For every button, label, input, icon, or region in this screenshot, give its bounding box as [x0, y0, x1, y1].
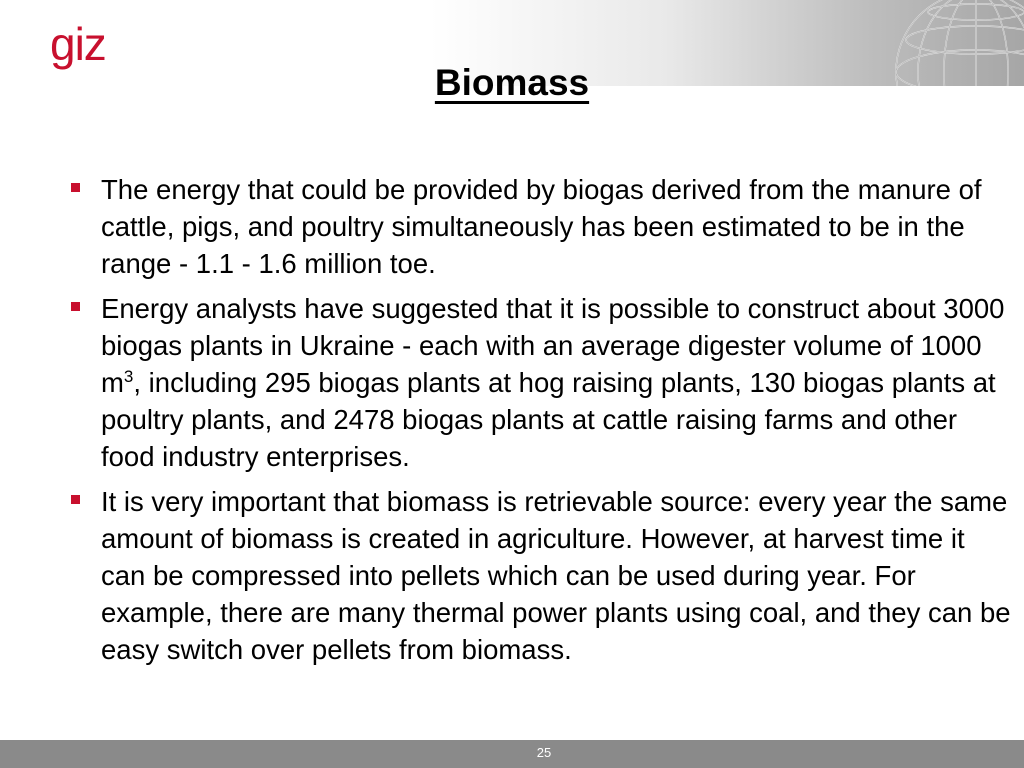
bullet-list — [66, 171, 1016, 676]
superscript: 3 — [123, 367, 134, 386]
bullet-item — [66, 290, 1016, 475]
page-number: 25 — [536, 745, 552, 760]
bullet-text: The energy that could be provided by biogas derived from the manure of cattle, pigs, and poultry simultaneously has been estimated to be in the range - 1.1 - 1.6 million toe. — [101, 174, 982, 279]
square-bullet-icon — [71, 183, 80, 192]
bullet-text-part: Energy analysts have suggested that it is possible to construct about 3000 biogas plants in Ukraine - each with an average digester volume of 1000 m — [101, 293, 1005, 398]
bullet-text-part: , including 295 biogas plants at hog raising plants, 130 biogas plants at poultry plants, and 2478 biogas plants at cattle raising farms and other food industry enterprises. — [101, 367, 996, 472]
slide-title: Biomass — [434, 62, 590, 103]
square-bullet-icon — [71, 495, 80, 504]
bullet-text — [101, 293, 1004, 472]
square-bullet-icon — [71, 302, 80, 311]
footer-bar — [0, 740, 1024, 768]
bullet-text: It is very important that biomass is retrievable source: every year the same amount of biomass is created in agriculture. However, at harvest time it can be compressed into pellets which can be used during year. For example, there are many thermal power plants using coal, and they can be easy switch over pellets from biomass. — [101, 486, 1011, 665]
bullet-item — [66, 483, 1016, 668]
bullet-item — [66, 171, 1016, 282]
giz-logo: giz — [50, 18, 106, 70]
